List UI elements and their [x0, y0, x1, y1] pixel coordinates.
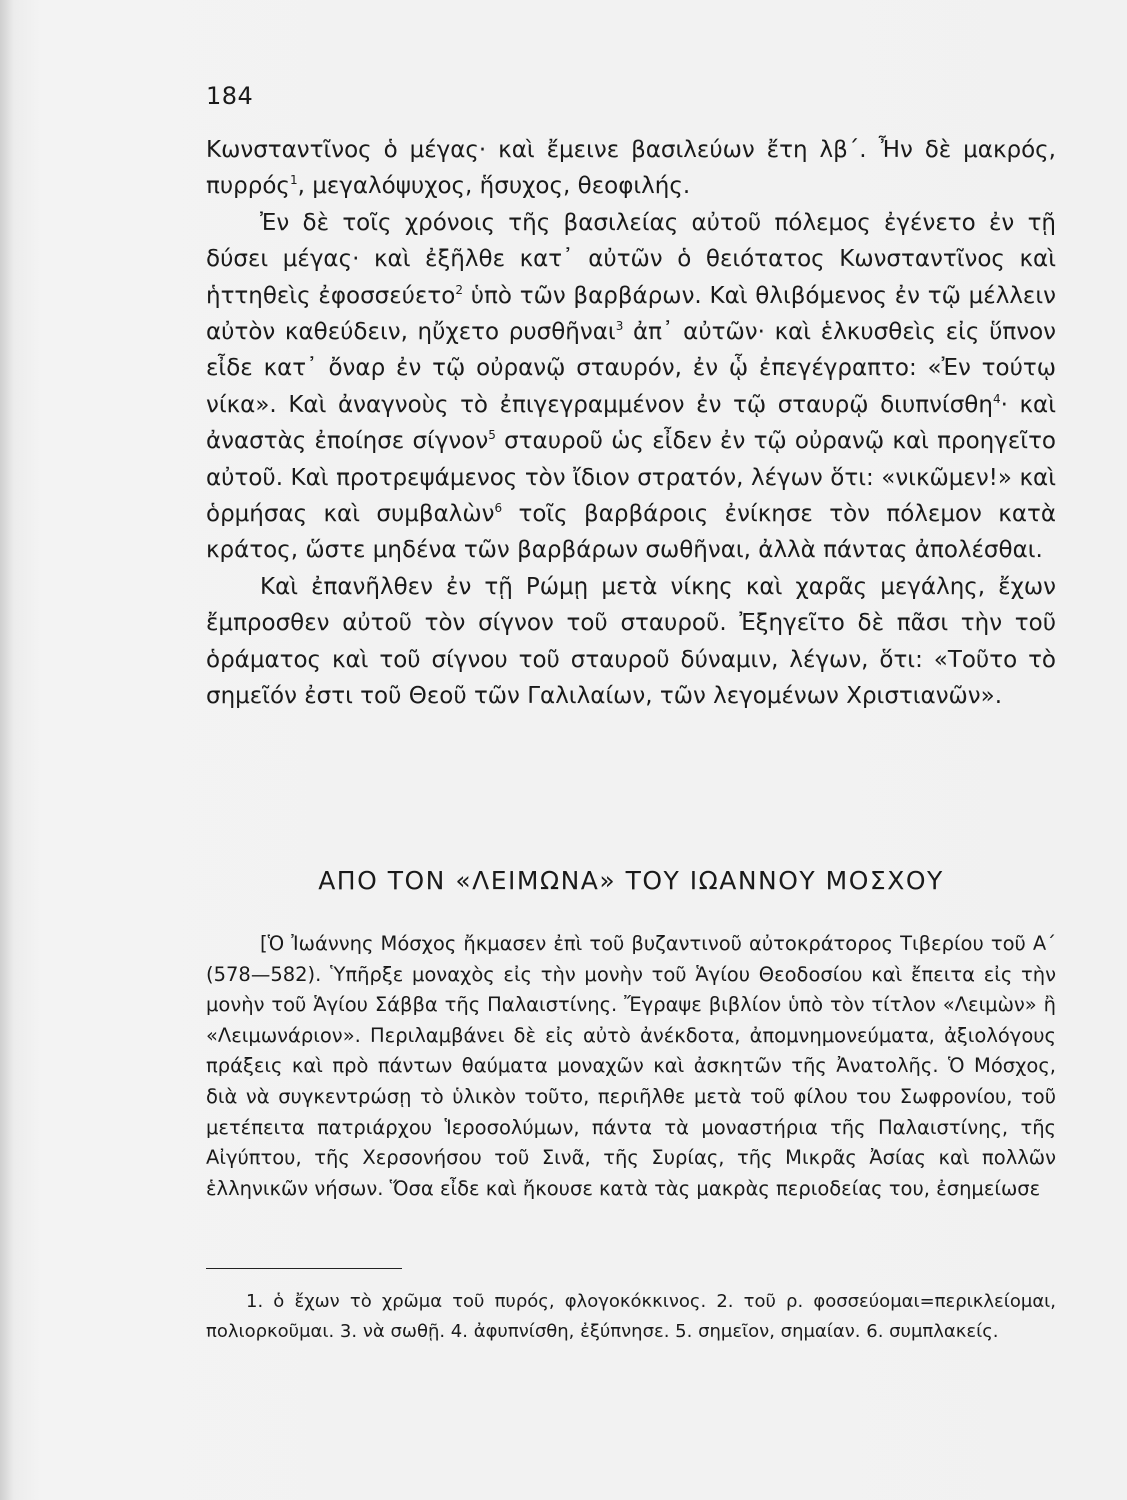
footnote-marker-5: 5: [488, 428, 496, 443]
paragraph-3: Καὶ ἐπανῆλθεν ἐν τῇ Ρώμῃ μετὰ νίκης καὶ χαρᾶς μεγάλης, ἔχων ἔμπροσθεν αὐτοῦ τὸν σίγνον τοῦ σταυροῦ. Ἐξηγεῖτο δὲ πᾶσι τὴν τοῦ ὁράματος καὶ τοῦ σίγνου τοῦ σταυροῦ δύναμιν, λέγων, ὅτι: «Τοῦτο τὸ σημεῖόν ἐστι τοῦ Θεοῦ τῶν Γαλιλαίων, τῶν λεγομένων Χριστιανῶν».: [206, 573, 1056, 710]
footnote-marker-1: 1: [289, 173, 298, 188]
page-number: 184: [206, 82, 254, 110]
paragraph-2-text-b: ὑπὸ τῶν βαρβάρων. Καὶ θλιβόμενος ἐν τῷ μέλλειν αὐτὸν καθεύδειν, ηὔχετο ρυσθῆναι: [206, 282, 1056, 346]
paragraph-1: [206, 132, 1056, 205]
paragraph-2-text-d: · καὶ ἀναστὰς ἐποίησε σίγνον: [206, 391, 1057, 455]
footnote-marker-6: 6: [494, 501, 503, 516]
paragraph-1-end: , μεγαλόψυχος, ἥσυχος, θεοφιλής.: [297, 173, 691, 200]
paragraph-2-text-e: σταυροῦ ὡς εἶδεν ἐν τῷ οὐρανῷ καὶ προηγεῖτο αὐτοῦ. Καὶ προτρεψάμενος τὸν ἴδιον στρατόν, λέγων ὅτι: «νικῶμεν!» καὶ ὁρμήσας καὶ συμβαλὼν: [206, 428, 1056, 528]
paragraph-2-text-f: τοῖς βαρβάροις ἐνίκησε τὸν πόλεμον κατὰ κράτος, ὥστε μηδένα τῶν βαρβάρων σωθῆναι, ἀλλὰ πάντας ἀπολέσθαι.: [206, 501, 1056, 564]
main-text: [206, 132, 1056, 715]
footnote-marker-4: 4: [992, 391, 1001, 406]
paragraph-2: [206, 205, 1056, 569]
footnote-divider: [206, 1268, 402, 1269]
footnote-marker-3: 3: [615, 319, 624, 334]
footnotes: 1. ὁ ἔχων τὸ χρῶμα τοῦ πυρός, φλογοκόκκινος. 2. τοῦ ρ. φοσσεύομαι=περικλείομαι, πολιορκοῦμαι. 3. νὰ σωθῇ. 4. ἀφυπνίσθη, ἐξύπνησε. 5. σημεῖον, σημαίαν. 6. συμπλακείς.: [206, 1291, 1056, 1342]
paragraph-1-text: Κωνσταντῖνος ὁ μέγας· καὶ ἔμεινε βασιλεύων ἔτη λβ΄. Ἦν δὲ μακρός, πυρρός: [206, 137, 1056, 200]
section-intro: [Ὁ Ἰωάννης Μόσχος ἤκμασεν ἐπὶ τοῦ βυζαντινοῦ αὐτοκράτορος Τιβερίου τοῦ Α΄ (578—582). Ὑπῆρξε μοναχὸς εἰς τὴν μονὴν τοῦ Ἁγίου Θεοδοσίου καὶ ἔπειτα εἰς τὴν μονὴν τοῦ Ἁγίου Σάββα τῆς Παλαιστίνης. Ἔγραψε βιβλίον ὑπὸ τὸν τίτλον «Λειμὼν» ἢ «Λειμωνάριον». Περιλαμβάνει δὲ εἰς αὐτὸ ἀνέκδοτα, ἀπομνημονεύματα, ἀξιολόγους πράξεις καὶ πρὸ πάντων θαύματα μοναχῶν καὶ ἀσκητῶν τῆς Ἀνατολῆς. Ὁ Μόσχος, διὰ νὰ συγκεντρώσῃ τὸ ὑλικὸν τοῦτο, περιῆλθε μετὰ τοῦ φίλου του Σωφρονίου, τοῦ μετέπειτα πατριάρχου Ἱεροσολύμων, πάντα τὰ μοναστήρια τῆς Παλαιστίνης, τῆς Αἰγύπτου, τῆς Χερσονήσου τοῦ Σινᾶ, τῆς Συρίας, τῆς Μικρᾶς Ἀσίας καὶ πολλῶν ἑλληνικῶν νήσων. Ὅσα εἶδε καὶ ἤκουσε κατὰ τὰς μακρὰς περιοδείας του, ἐσημείωσε: [206, 932, 1056, 1200]
footnote-marker-2: 2: [455, 282, 463, 297]
paragraph-2-text-c: ἀπ᾽ αὐτῶν· καὶ ἑλκυσθεὶς εἰς ὕπνον εἶδε κατ᾽ ὄναρ ἐν τῷ οὐρανῷ σταυρόν, ἐν ᾧ ἐπεγέγραπτο: «Ἐν τούτῳ νίκα». Καὶ ἀναγνοὺς τὸ ἐπιγεγραμμένον ἐν τῷ σταυρῷ διυπνίσθη: [206, 319, 1057, 418]
section-heading: ΑΠΟ ΤΟΝ «ΛΕΙΜΩΝΑ» ΤΟΥ ΙΩΑΝΝΟΥ ΜΟΣΧΟΥ: [318, 866, 944, 895]
paragraph-2-text-a: Ἐν δὲ τοῖς χρόνοις τῆς βασιλείας αὐτοῦ πόλεμος ἐγένετο ἐν τῇ δύσει μέγας· καὶ ἐξῆλθε κατ᾽ αὐτῶν ὁ θειότατος Κωνσταντῖνος καὶ ἡττηθεὶς ἐφοσσεύετο: [206, 209, 1056, 309]
